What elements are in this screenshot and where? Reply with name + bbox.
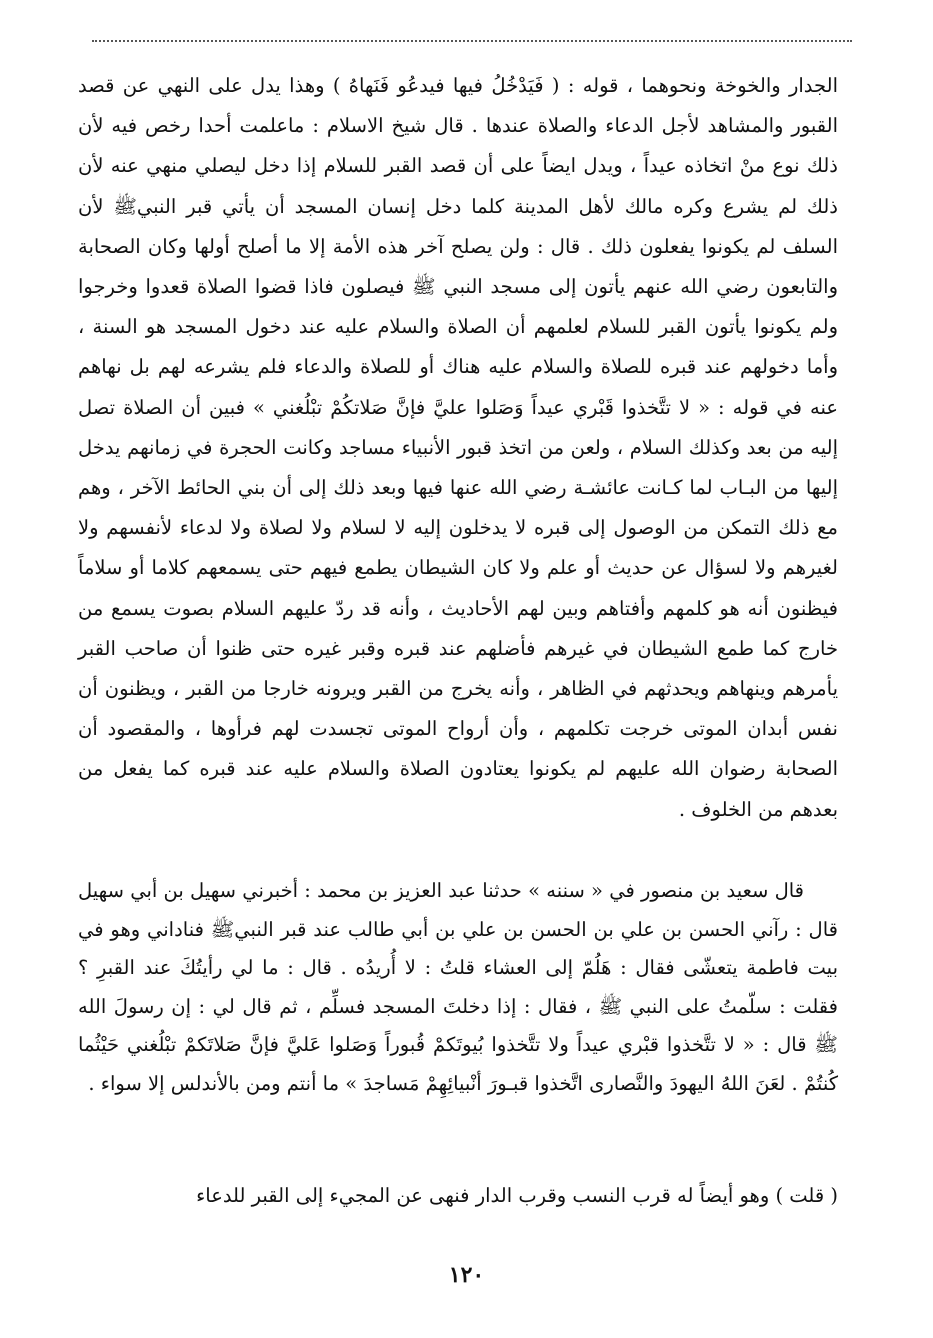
page-number: ١٢٠ <box>448 1262 485 1288</box>
top-dotted-rule <box>92 40 852 42</box>
hadith-paragraph-block <box>78 872 838 1103</box>
main-paragraph: الجدار والخوخة ونحوهما ، قوله : ( فَيَدْخُلُ فيها فيدعُو فَنَهاهُ ) وهذا يدل على النهي عن قصد القبور والمشاهد لأجل الدعاء والصلاة عندها . قال شيخ الاسلام : ماعلمت أحدا رخص فيه لأن ذلك نوع منْ اتخاذه عيداً ، ويدل ايضاً على أن قصد القبر للسلام إذا دخل ليصلي منهي عنه لأن ذلك لم يشرع وكره مالك لأهل المدينة كلما دخل إنسان المسجد أن يأتي قبر النبيﷺ لأن السلف لم يكونوا يفعلون ذلك . قال : ولن يصلح آخر هذه الأمة إلا ما أصلح أولها وكان الصحابة والتابعون رضي الله عنهم يأتون إلى مسجد النبي ﷺ فيصلون فاذا قضوا الصلاة قعدوا وخرجوا ولم يكونوا يأتون القبر للسلام لعلمهم أن الصلاة والسلام عليه عند دخول المسجد هو السنة ، وأما دخولهم عند قبره للصلاة والسلام عليه هناك أو للصلاة والدعاء فلم يشرعه لهم بل نهاهم عنه في قوله : « لا تتَّخذوا قَبْري عيداً وَصَلوا عليَّ فإنَّ صَلاتكُمْ تبْلُغني » فبين أن الصلاة تصل إليه من بعد وكذلك السلام ، ولعن من اتخذ قبور الأنبياء مساجد وكانت الحجرة في زمانهم يدخل إليها من البـاب لما كـانت عائشـة رضي الله عنها فيها وبعد ذلك إلى أن بني الحائط الآخر ، وهم مع ذلك التمكن من الوصول إلى قبره لا يدخلون إليه لا لسلام ولا لصلاة ولا لدعاء لأنفسهم ولا لغيرهم ولا لسؤال عن حديث أو علم ولا كان الشيطان يطمع فيهم حتى يسمعهم كلاما أو سلاماً فيظنون أنه هو كلمهم وأفتاهم وبين لهم الأحاديث ، وأنه قد ردّ عليهم السلام بصوت يسمع من خارج كما طمع الشيطان في غيرهم فأضلهم عند قبره وقبر غيره حتى ظنوا أن صاحب القبر يأمرهم وينهاهم ويحدثهم في الظاهر ، وأنه يخرج من القبر ويرونه خارجا من القبر ، ويظنون أن نفس أبدان الموتى خرجت تكلمهم ، وأن أرواح الموتى تجسدت لهم فرأوها ، والمقصود أن الصحابة رضوان الله عليهم لم يكونوا يعتادون الصلاة والسلام عليه عند قبره كما يفعل من بعدهم من الخلوف . <box>78 74 838 821</box>
note-paragraph-block <box>78 1176 838 1216</box>
main-paragraph-block <box>78 66 838 830</box>
note-paragraph: ( قلت ) وهو أيضاً له قرب النسب وقرب الدار فنهى عن المجيء إلى القبر للدعاء <box>196 1184 838 1207</box>
hadith-paragraph: قال سعيد بن منصور في « سننه » حدثنا عبد العزيز بن محمد : أخبرني سهيل بن أبي سهيل قال : رآني الحسن بن علي بن الحسن بن علي بن أبي طالب عند قبر النبيﷺ فناداني وهو في بيت فاطمة يتعشّى فقال : هَلُمّ إلى العشاء قلتُ : لا أُريدُه . قال : ما لي رأيتُكَ عند القبرِ ؟ فقلت : سلّمتُ على النبي ﷺ ، فقال : إذا دخلتَ المسجد فسلِّم ، ثم قال لي : إن رسولَ الله ﷺ قال : « لا تتَّخذوا قبْري عيداً ولا تتَّخذوا بُيوتَكمْ قُبوراً وَصَلوا عَليَّ فإنَّ صَلاتَكمْ تبْلُغني حَيْثُما كُنتُمْ . لعَنَ اللهُ اليهودَ والنَّصارى اتَّخذوا قبـورَ أنْبيائِهِمْ مَساجدَ » ما أنتم ومن بالأندلس إلا سواء . <box>78 879 838 1095</box>
